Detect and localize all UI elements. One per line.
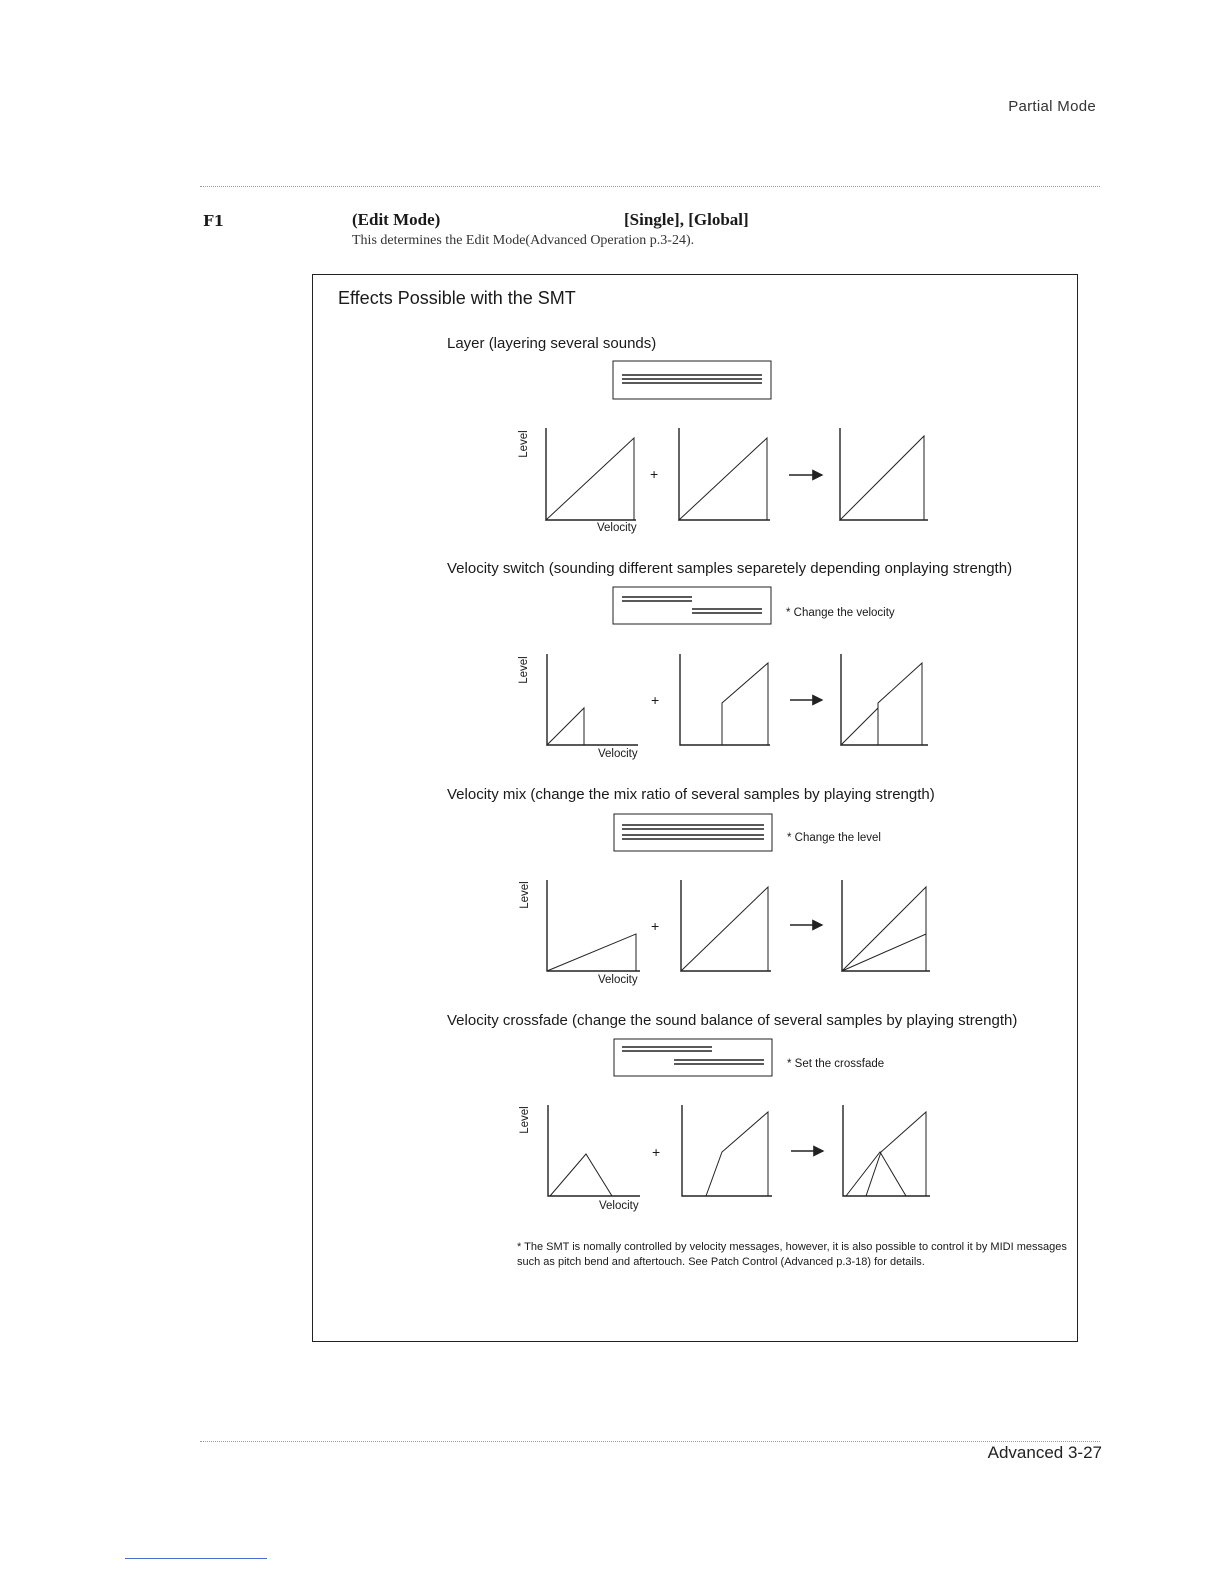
switch-graph-result [841, 654, 928, 745]
mix-graph-a [547, 880, 640, 971]
plus-sign: + [651, 692, 660, 708]
crossfade-graph-result [843, 1105, 930, 1196]
x-axis-label: Velocity [598, 748, 638, 760]
switch-key-bar [613, 587, 771, 624]
layer-graph-a [546, 428, 636, 520]
section-heading-velocity-switch: Velocity switch (sounding different samples separetely depending onplaying strength) [447, 560, 1013, 577]
page-number: Advanced 3-27 [987, 1443, 1102, 1462]
layer-graph-result [840, 428, 928, 520]
y-axis-label: Level [518, 881, 531, 909]
note-change-level: * Change the level [787, 832, 881, 844]
param-description: This determines the Edit Mode(Advanced Operation p.3-24). [352, 233, 695, 248]
plus-sign: + [651, 918, 660, 934]
x-axis-label: Velocity [599, 1200, 639, 1212]
y-axis-label: Level [518, 1106, 531, 1134]
mix-graph-result [842, 880, 930, 971]
plus-sign: + [652, 1144, 661, 1160]
layer-graph-b [679, 428, 770, 520]
y-axis-label: Level [517, 656, 530, 684]
section-heading-velocity-mix: Velocity mix (change the mix ratio of several samples by playing strength) [447, 786, 935, 803]
note-set-crossfade: * Set the crossfade [787, 1058, 885, 1070]
bottom-divider [200, 1441, 1100, 1442]
crossfade-graph-b [682, 1105, 772, 1196]
note-change-velocity: * Change the velocity [786, 607, 895, 619]
figure-title: Effects Possible with the SMT [338, 288, 576, 308]
param-values: [Single], [Global] [624, 210, 749, 229]
section-heading-layer: Layer (layering several sounds) [447, 335, 657, 352]
mix-graph-b [681, 880, 771, 971]
mix-key-bar [614, 814, 772, 851]
figure-footnote: * The SMT is nomally controlled by velocity messages, however, it is also possible to control it by MIDI messages such as pitch bend and aftertouch. See Patch Control (Advanced p.3-18) for details. [517, 1241, 1067, 1268]
plus-sign: + [650, 466, 659, 482]
layer-key-bar [613, 361, 771, 399]
switch-graph-b [680, 654, 770, 745]
crossfade-graph-a [548, 1105, 640, 1196]
param-key: F1 [203, 212, 225, 230]
crossfade-key-bar [614, 1039, 772, 1076]
footer-blue-line [125, 1558, 267, 1559]
header-section-title: Partial Mode [1008, 98, 1096, 115]
switch-graph-a [547, 654, 638, 745]
section-heading-velocity-crossfade: Velocity crossfade (change the sound balance of several samples by playing strength) [447, 1012, 1018, 1029]
param-name: (Edit Mode) [352, 210, 441, 229]
y-axis-label: Level [517, 430, 530, 458]
x-axis-label: Velocity [598, 974, 638, 986]
x-axis-label: Velocity [597, 522, 637, 534]
